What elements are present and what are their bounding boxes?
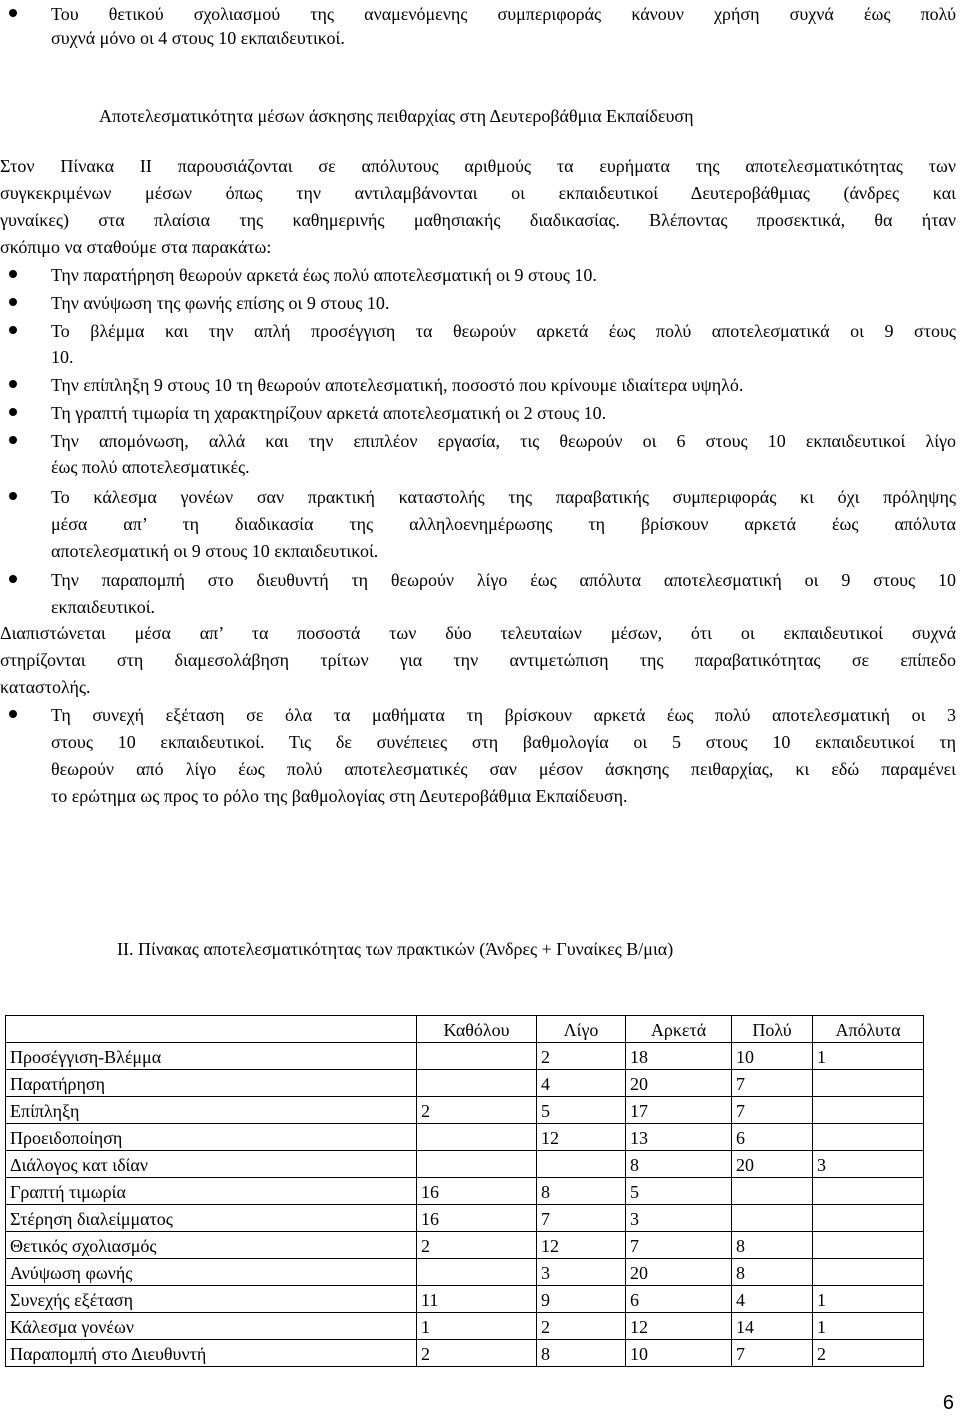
list2-line-4: το ερώτημα ως προς το ρόλο της βαθμολογίας στη Δευτεροβάθμια Εκπαίδευση. bbox=[51, 786, 628, 806]
table-header-cell: Απόλυτα bbox=[813, 1016, 924, 1043]
table-row bbox=[6, 1178, 924, 1205]
table-cell: 7 bbox=[626, 1232, 732, 1259]
table-cell: 3 bbox=[813, 1151, 924, 1178]
list-item-cont: έως πολύ αποτελεσματικές. bbox=[51, 457, 250, 477]
table-cell: 2 bbox=[813, 1340, 924, 1367]
table-header-cell: Πολύ bbox=[732, 1016, 813, 1043]
table-cell: 7 bbox=[537, 1205, 626, 1232]
table-cell: 20 bbox=[626, 1259, 732, 1286]
page-number: 6 bbox=[942, 1392, 954, 1414]
table-cell bbox=[813, 1097, 924, 1124]
table-cell bbox=[732, 1205, 813, 1232]
table-cell: 2 bbox=[417, 1340, 537, 1367]
bullet-icon bbox=[9, 575, 17, 583]
bullet-icon bbox=[9, 436, 17, 444]
list2-line-3: θεωρούν από λίγο έως πολύ αποτελεσματικές σαν μέσον άσκησης πειθαρχίας, κι εδώ παραμένει bbox=[51, 759, 956, 779]
table-cell: 10 bbox=[626, 1340, 732, 1367]
table-cell bbox=[537, 1151, 626, 1178]
table-cell: 1 bbox=[417, 1313, 537, 1340]
list-item-cont: αποτελεσματική οι 9 στους 10 εκπαιδευτικοί. bbox=[51, 541, 379, 561]
table-row bbox=[6, 1151, 924, 1178]
table-row bbox=[6, 1097, 924, 1124]
intro-line-2: συγκεκριμένων μέσων όπως την αντιλαμβάνονται οι εκπαιδευτικοί Δευτεροβάθμιας (άνδρες και bbox=[0, 183, 956, 203]
row-label: Παρατήρηση bbox=[6, 1070, 417, 1097]
list-item-cont: 10. bbox=[51, 347, 74, 367]
table-header-cell bbox=[6, 1016, 417, 1043]
table-row bbox=[6, 1232, 924, 1259]
row-label: Συνεχής εξέταση bbox=[6, 1286, 417, 1313]
row-label: Διάλογος κατ ιδίαν bbox=[6, 1151, 417, 1178]
list2-line-1: Τη συνεχή εξέταση σε όλα τα μαθήματα τη βρίσκουν αρκετά έως πολύ αποτελεσματική οι 3 bbox=[51, 705, 956, 725]
table-cell: 6 bbox=[732, 1124, 813, 1151]
section-heading: Αποτελεσματικότητα μέσων άσκησης πειθαρχίας στη Δευτεροβάθμια Εκπαίδευση bbox=[99, 106, 694, 126]
table-cell: 8 bbox=[537, 1340, 626, 1367]
table-cell bbox=[813, 1205, 924, 1232]
table-cell bbox=[417, 1259, 537, 1286]
table-cell: 3 bbox=[626, 1205, 732, 1232]
list-item: Τη γραπτή τιμωρία τη χαρακτηρίζουν αρκετά αποτελεσματική οι 2 στους 10. bbox=[51, 403, 607, 423]
list-item-cont: εκπαιδευτικοί. bbox=[51, 597, 156, 617]
table-caption: ΙΙ. Πίνακας αποτελεσματικότητας των πρακτικών (Άνδρες + Γυναίκες Β/μια) bbox=[117, 939, 674, 959]
bullet-icon bbox=[9, 9, 17, 17]
table-cell bbox=[813, 1070, 924, 1097]
table-row bbox=[6, 1313, 924, 1340]
table-cell bbox=[813, 1259, 924, 1286]
list-item: Την απομόνωση, αλλά και την επιπλέον εργασία, τις θεωρούν οι 6 στους 10 εκπαιδευτικοί λίγο bbox=[51, 431, 956, 451]
table-cell bbox=[417, 1043, 537, 1070]
list-item: Την επίπληξη 9 στους 10 τη θεωρούν αποτελεσματική, ποσοστό που κρίνουμε ιδιαίτερα υψηλό. bbox=[51, 375, 744, 395]
table-cell bbox=[813, 1232, 924, 1259]
intro-line-4: σκόπιμο να σταθούμε στα παρακάτω: bbox=[0, 237, 272, 257]
table-cell: 7 bbox=[732, 1070, 813, 1097]
table-cell: 8 bbox=[732, 1259, 813, 1286]
table-cell: 17 bbox=[626, 1097, 732, 1124]
bullet-icon bbox=[9, 298, 17, 306]
row-label: Προειδοποίηση bbox=[6, 1124, 417, 1151]
table-row bbox=[6, 1205, 924, 1232]
bullet-icon bbox=[9, 270, 17, 278]
table-cell: 4 bbox=[537, 1070, 626, 1097]
table-cell: 12 bbox=[537, 1232, 626, 1259]
row-label: Κάλεσμα γονέων bbox=[6, 1313, 417, 1340]
bullet-icon bbox=[9, 492, 17, 500]
table-cell: 7 bbox=[732, 1097, 813, 1124]
table-cell: 20 bbox=[732, 1151, 813, 1178]
row-label: Ανύψωση φωνής bbox=[6, 1259, 417, 1286]
bullet-icon bbox=[9, 380, 17, 388]
table-cell: 18 bbox=[626, 1043, 732, 1070]
table-row bbox=[6, 1340, 924, 1367]
effectiveness-table bbox=[5, 1015, 924, 1367]
table-cell: 10 bbox=[732, 1043, 813, 1070]
table-cell: 8 bbox=[732, 1232, 813, 1259]
table-cell: 1 bbox=[813, 1286, 924, 1313]
row-label: Παραπομπή στο Διευθυντή bbox=[6, 1340, 417, 1367]
para2-line-2: στηρίζονται στη διαμεσολάβηση τρίτων για την αντιμετώπιση της παραβατικότητας σε επίπεδο bbox=[0, 650, 956, 670]
table-row bbox=[6, 1043, 924, 1070]
table-cell: 9 bbox=[537, 1286, 626, 1313]
table-header-row bbox=[6, 1016, 924, 1043]
list-item: Την παρατήρηση θεωρούν αρκετά έως πολύ αποτελεσματική οι 9 στους 10. bbox=[51, 265, 597, 285]
bullet-icon bbox=[9, 326, 17, 334]
table-cell: 3 bbox=[537, 1259, 626, 1286]
table-row bbox=[6, 1259, 924, 1286]
list-item: Το βλέμμα και την απλή προσέγγιση τα θεωρούν αρκετά έως πολύ αποτελεσματικά οι 9 στους bbox=[51, 321, 956, 341]
table-cell: 2 bbox=[537, 1313, 626, 1340]
table-row bbox=[6, 1124, 924, 1151]
table-cell: 16 bbox=[417, 1205, 537, 1232]
bullet-icon bbox=[9, 408, 17, 416]
table-cell bbox=[813, 1124, 924, 1151]
row-label: Προσέγγιση-Βλέμμα bbox=[6, 1043, 417, 1070]
table-cell bbox=[417, 1124, 537, 1151]
table-cell: 4 bbox=[732, 1286, 813, 1313]
table-cell: 13 bbox=[626, 1124, 732, 1151]
table-cell: 20 bbox=[626, 1070, 732, 1097]
table-cell: 8 bbox=[537, 1178, 626, 1205]
table-cell: 14 bbox=[732, 1313, 813, 1340]
table-cell bbox=[417, 1151, 537, 1178]
table-cell: 7 bbox=[732, 1340, 813, 1367]
table-cell: 5 bbox=[626, 1178, 732, 1205]
list-item: Το κάλεσμα γονέων σαν πρακτική καταστολής της παραβατικής συμπεριφοράς κι όχι πρόληψης bbox=[51, 487, 956, 507]
table-cell: 1 bbox=[813, 1043, 924, 1070]
table-cell: 5 bbox=[537, 1097, 626, 1124]
table-header-cell: Αρκετά bbox=[626, 1016, 732, 1043]
table-header-cell: Καθόλου bbox=[417, 1016, 537, 1043]
table-cell bbox=[732, 1178, 813, 1205]
table-cell bbox=[813, 1178, 924, 1205]
top-bullet-line-2: συχνά μόνο οι 4 στους 10 εκπαιδευτικοί. bbox=[51, 28, 345, 48]
intro-line-1: Στον Πίνακα ΙΙ παρουσιάζονται σε απόλυτους αριθμούς τα ευρήματα της αποτελεσματικότητας των bbox=[0, 156, 956, 176]
table-cell: 1 bbox=[813, 1313, 924, 1340]
list2-line-2: στους 10 εκπαιδευτικοί. Τις δε συνέπειες στη βαθμολογία οι 5 στους 10 εκπαιδευτικοί τη bbox=[51, 732, 956, 752]
table-cell bbox=[417, 1070, 537, 1097]
para2-line-1: Διαπιστώνεται μέσα απ’ τα ποσοστά των δύο τελευταίων μέσων, ότι οι εκπαιδευτικοί συχνά bbox=[0, 623, 956, 643]
table-cell: 11 bbox=[417, 1286, 537, 1313]
table-cell: 16 bbox=[417, 1178, 537, 1205]
table-cell: 12 bbox=[537, 1124, 626, 1151]
bullet-icon bbox=[9, 710, 17, 718]
top-bullet-line-1: Του θετικού σχολιασμού της αναμενόμενης συμπεριφοράς κάνουν χρήση συχνά έως πολύ bbox=[51, 4, 956, 24]
para2-line-3: καταστολής. bbox=[0, 677, 91, 697]
row-label: Επίπληξη bbox=[6, 1097, 417, 1124]
table-cell: 8 bbox=[626, 1151, 732, 1178]
list-item-cont: μέσα απ’ τη διαδικασία της αλληλοενημέρωσης τη βρίσκουν αρκετά έως απόλυτα bbox=[51, 514, 956, 534]
table-cell: 2 bbox=[537, 1043, 626, 1070]
row-label: Θετικός σχολιασμός bbox=[6, 1232, 417, 1259]
table-row bbox=[6, 1070, 924, 1097]
table-header-cell: Λίγο bbox=[537, 1016, 626, 1043]
row-label: Γραπτή τιμωρία bbox=[6, 1178, 417, 1205]
table-row bbox=[6, 1286, 924, 1313]
table-cell: 6 bbox=[626, 1286, 732, 1313]
table-cell: 12 bbox=[626, 1313, 732, 1340]
row-label: Στέρηση διαλείμματος bbox=[6, 1205, 417, 1232]
list-item: Την ανύψωση της φωνής επίσης οι 9 στους 10. bbox=[51, 293, 390, 313]
table-cell: 2 bbox=[417, 1097, 537, 1124]
list-item: Την παραπομπή στο διευθυντή τη θεωρούν λίγο έως απόλυτα αποτελεσματική οι 9 στους 10 bbox=[51, 570, 956, 590]
table-cell: 2 bbox=[417, 1232, 537, 1259]
intro-line-3: γυναίκες) στα πλαίσια της καθημερινής μαθησιακής διαδικασίας. Βλέποντας προσεκτικά, θα ήταν bbox=[0, 210, 956, 230]
